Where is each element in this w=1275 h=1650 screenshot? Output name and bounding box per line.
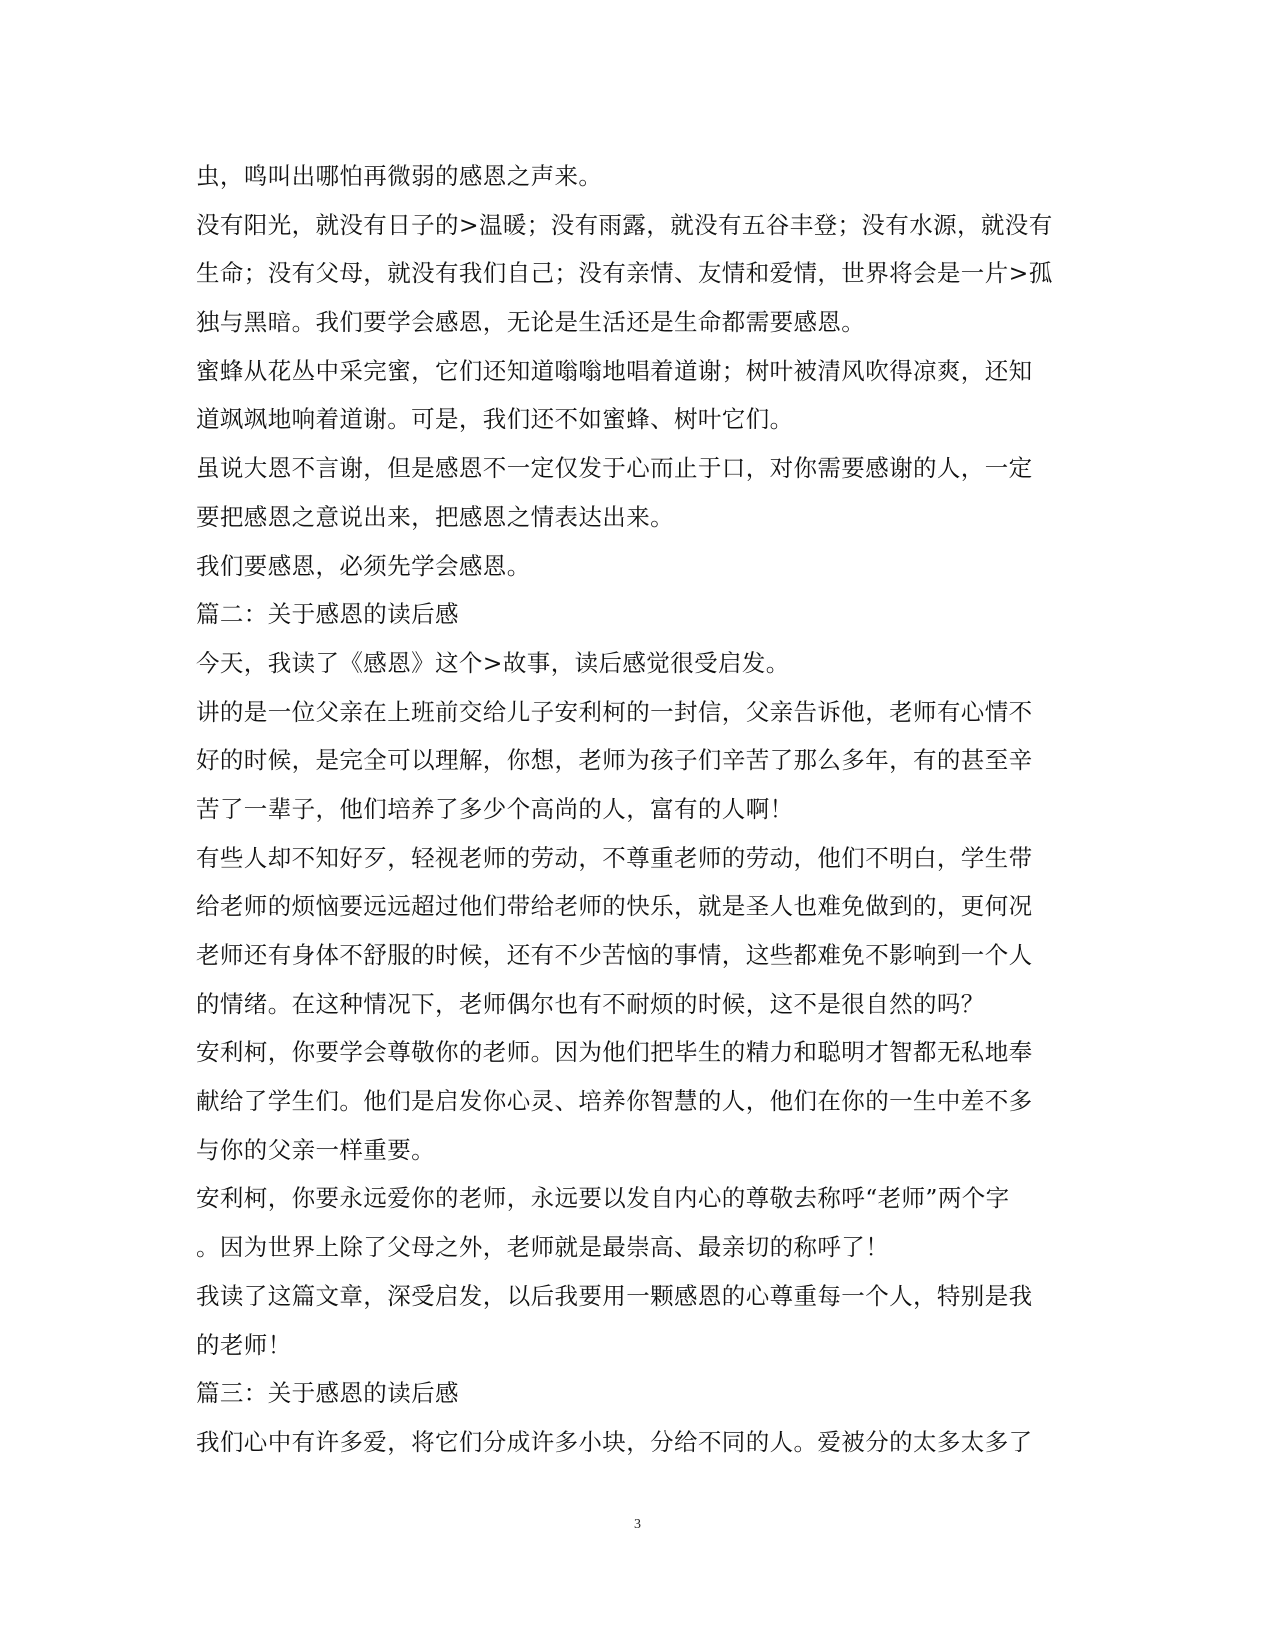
text-line: 。因为世界上除了父母之外，老师就是最崇高、最亲切的称呼了！ [196, 1233, 890, 1262]
text-line: 我们心中有许多爱，将它们分成许多小块，分给不同的人。爱被分的太多太多了 [196, 1427, 1033, 1456]
text-line: 独与黑暗。我们要学会感恩，无论是生活还是生命都需要感恩。 [196, 308, 866, 337]
text-line: 的老师！ [196, 1330, 292, 1359]
text-line: 与你的父亲一样重要。 [196, 1135, 435, 1164]
text-line: 今天，我读了《感恩》这个>故事，读后感觉很受启发。 [196, 648, 790, 677]
text-line: 要把感恩之意说出来，把感恩之情表达出来。 [196, 502, 674, 531]
text-line: 的情绪。在这种情况下，老师偶尔也有不耐烦的时候，这不是很自然的吗？ [196, 989, 985, 1018]
text-line: 虫，鸣叫出哪怕再微弱的感恩之声来。 [196, 162, 603, 190]
text-line: 苦了一辈子，他们培养了多少个高尚的人，富有的人啊！ [196, 794, 794, 823]
text-line: 好的时候，是完全可以理解，你想，老师为孩子们辛苦了那么多年，有的甚至辛 [196, 746, 1033, 775]
text-line: 我们要感恩，必须先学会感恩。 [196, 551, 531, 580]
text-line: 老师还有身体不舒服的时候，还有不少苦恼的事情，这些都难免不影响到一个人 [196, 941, 1033, 969]
text-line: 没有阳光，就没有日子的>温暖；没有雨露，就没有五谷丰登；没有水源，就没有 [196, 210, 1053, 239]
text-line: 蜜蜂从花丛中采完蜜，它们还知道嗡嗡地唱着道谢；树叶被清风吹得凉爽，还知 [196, 356, 1033, 385]
text-line: 虽说大恩不言谢，但是感恩不一定仅发于心而止于口，对你需要感谢的人，一定 [196, 454, 1033, 483]
page-number: 3 [634, 1517, 641, 1532]
text-line: 道飒飒地响着道谢。可是，我们还不如蜜蜂、树叶它们。 [196, 405, 794, 434]
text-line: 给老师的烦恼要远远超过他们带给老师的快乐，就是圣人也难免做到的，更何况 [196, 892, 1033, 921]
text-line: 安利柯，你要学会尊敬你的老师。因为他们把毕生的精力和聪明才智都无私地奉 [196, 1038, 1033, 1067]
text-line: 有些人却不知好歹，轻视老师的劳动，不尊重老师的劳动，他们不明白，学生带 [196, 843, 1033, 872]
section-heading: 篇三：关于感恩的读后感 [196, 1379, 459, 1408]
body-text [196, 152, 1076, 1467]
text-line: 生命；没有父母，就没有我们自己；没有亲情、友情和爱情，世界将会是一片>孤 [196, 259, 1053, 288]
text-line: 我读了这篇文章，深受启发，以后我要用一颗感恩的心尊重每一个人，特别是我 [196, 1281, 1033, 1310]
text-line: 讲的是一位父亲在上班前交给儿子安利柯的一封信，父亲告诉他，老师有心情不 [196, 697, 1033, 726]
text-line: 安利柯，你要永远爱你的老师，永远要以发自内心的尊敬去称呼“老师”两个字 [196, 1184, 1010, 1213]
section-heading: 篇二：关于感恩的读后感 [196, 600, 459, 629]
text-line: 献给了学生们。他们是启发你心灵、培养你智慧的人，他们在你的一生中差不多 [196, 1087, 1033, 1116]
